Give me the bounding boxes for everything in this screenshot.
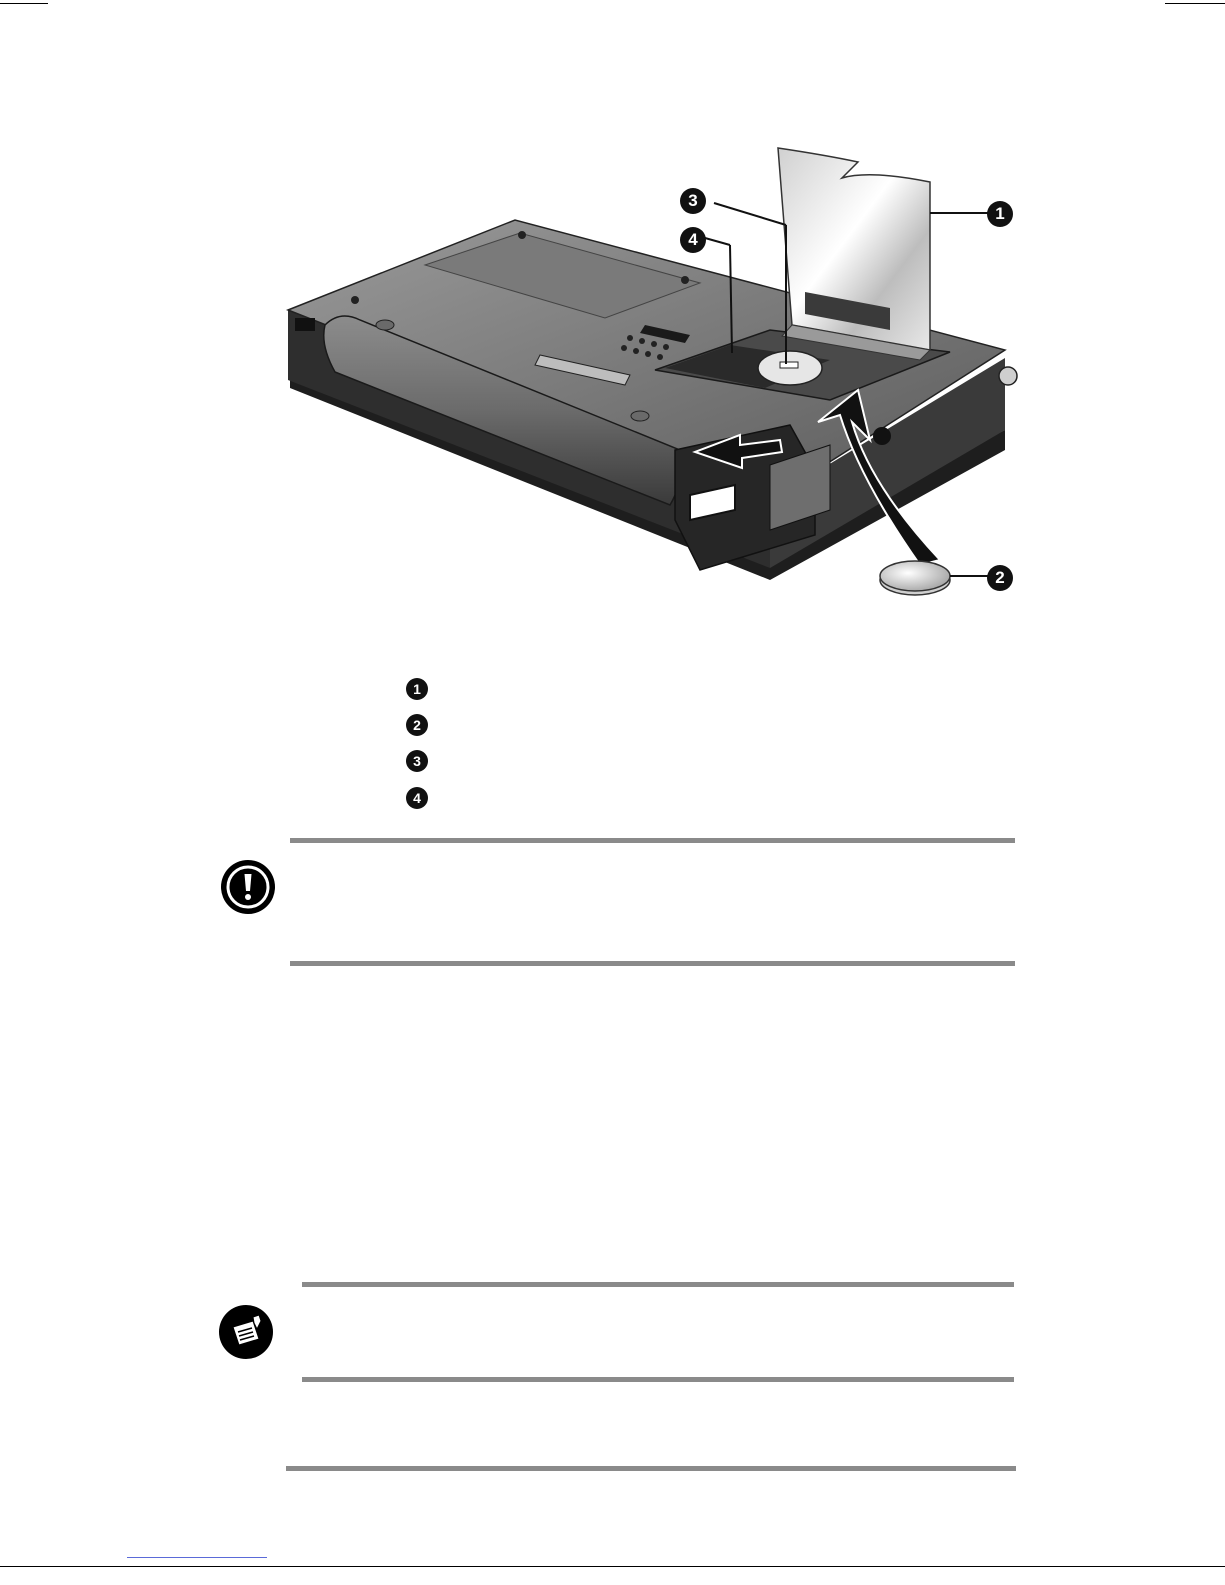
caution-icon: [221, 860, 275, 914]
note-icon: [219, 1305, 273, 1359]
legend-badge-1: 1: [406, 678, 428, 700]
legend-badge-4: 4: [406, 787, 428, 809]
caution-rule-bottom: [290, 961, 1015, 966]
note-rule-bottom: [302, 1377, 1014, 1382]
device-illustration: [270, 140, 1030, 615]
note-rule-top: [302, 1282, 1014, 1287]
callout-2: 2: [987, 565, 1013, 591]
callout-3: 3: [680, 188, 706, 214]
crop-mark-top-right: [1165, 3, 1225, 4]
caution-rule-top: [290, 838, 1015, 843]
bottom-link-underline: [127, 1557, 267, 1558]
section-rule-bottom: [286, 1466, 1016, 1471]
legend-badge-3: 3: [406, 750, 428, 772]
callout-1: 1: [987, 201, 1013, 227]
callout-4: 4: [680, 227, 706, 253]
page-bottom-line: [0, 1566, 1225, 1567]
legend-badge-2: 2: [406, 714, 428, 736]
crop-mark-top-left: [0, 3, 48, 4]
